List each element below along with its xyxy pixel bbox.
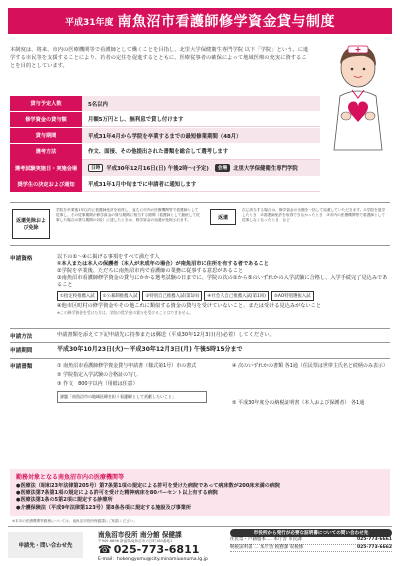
qualification-lead: 以下の①～④に掲げる事項をすべて満たす人	[57, 254, 160, 260]
office-name: 南魚沼市役所 南分館 保健課	[98, 531, 182, 539]
key-label: 選考方法	[10, 144, 82, 159]
key-value: 月額5万円とし、無利息で貸し付けます	[82, 112, 320, 127]
exam-tag: ⑤AO特別選抜入試	[271, 291, 314, 301]
exam-tag: ③特別自己推薦入試(第1回)	[142, 291, 202, 301]
contact-info	[98, 529, 208, 562]
phone-number: 025-773-6811	[113, 543, 200, 556]
document-item: ① 南魚沼市看護師修学資金貸与申請書（様式第1号）市の書式	[57, 363, 197, 369]
exam-tag: ①指定校推薦入試	[57, 291, 98, 301]
method-label: 申請方法	[10, 334, 33, 340]
divider	[10, 342, 390, 343]
exam-date: 平成30年12月16日(日) 午後2時～(予定)	[106, 166, 209, 173]
period-text: 平成30年10月23日(火)～平成30年12月3日(月) 午後5時15分まで	[57, 346, 243, 353]
qualification-note: ※この修学資金を受けた方は、学院の奨学金の貸与を受けることはできません。	[57, 310, 194, 315]
document-item: ② 学院指定入学試験の合格証の写し	[57, 372, 139, 378]
work-item: ●医療法（昭和23年法律第205号）第7条第1項の規定による許可を受けた病院であって病床数が200床未満の病院	[16, 483, 280, 489]
qualification-item: ③南魚沼市看護師修学資金の貸与にかかる選考試験の日までに、学院の次の①から⑤のいずれかの入学試験に合格し、入学手続完了見込みであること	[57, 275, 388, 288]
key-label: 修学資金の貸与額	[10, 112, 82, 127]
key-row-capacity	[10, 96, 320, 111]
exempt-text: 学院を卒業後1年以内に看護師免許を取得し、直ちに市内の医療機関等で看護師として従事し、その従事期間が修学資金の貸与期間に相当する期間（看護師として継続して従事した場合は貸与期間の2倍）に達したときは、修学資金の返還が免除されます。	[56, 208, 200, 223]
intro-text: 本制度は、将来、市内の医療機関等で看護師として働くことを目指し、北里大学保健衛生専門学院 以下「学院」という。に進学する市民等を支援することにより、若者の定住を促進するとともに、医療従事者の確保によって地域医療の充実に資することを目的としています。	[10, 47, 309, 70]
repay-text: 次に該当する場合は、修学資金の全額を一括して返還していただきます。①学院を退学したとき ②看護師免許を取得できなかったとき ③市内の医療機関等で看護師として従事しなくなったとき など	[242, 208, 386, 223]
nurse-illustration	[318, 40, 392, 160]
exempt-label: 返還免除および免除	[12, 209, 50, 239]
key-row-exam	[10, 160, 320, 175]
fiscal-year: 平成31年度	[64, 17, 114, 28]
key-label: 選考試験実施日・実施会場	[10, 160, 82, 175]
certificate-title: 市役所から発行が必要な証明書についての問い合わせ先	[230, 529, 392, 537]
office-address: 〒949-6696 新潟県南魚沼市六日町180番地1	[98, 539, 173, 543]
exam-tag: ②公募制推薦入試	[100, 291, 141, 301]
documents-label: 申請書類	[10, 364, 33, 370]
work-footnote: ※本市の医療機関等勤務については、南魚沼市役所保健課にご相談ください。	[12, 519, 138, 523]
key-value: 平成31年1月中旬までに申請者に通知します	[82, 176, 320, 191]
office-email: E-mail：hokengyomu@city.minamiuonuma.lg.jp	[98, 557, 208, 562]
certificate-row	[230, 545, 392, 553]
work-item: ●介護保険法（平成9年法律第123号）第8条各項に規定する施設及び事業所	[16, 504, 191, 511]
certificate-contacts	[230, 529, 392, 552]
qualification-item: ①本人または本人の保護者（本人が未成年の場合）が南魚沼市に住所を有する者であること	[57, 261, 269, 267]
date-tag: 日時	[88, 164, 103, 172]
key-value	[82, 160, 320, 175]
key-value: 平成31年4月から学院を卒業するまでの最短修業期間（48月）	[82, 128, 320, 143]
divider	[10, 328, 390, 329]
key-row-period	[10, 128, 320, 143]
divider	[10, 358, 390, 359]
documents-left	[57, 362, 227, 403]
qualification-label: 申請資格	[10, 256, 33, 262]
documents-right	[232, 362, 390, 408]
document-item: ③ 作文 800字以内（用紙は任意）	[57, 381, 138, 387]
repay-label: 返還	[210, 209, 236, 225]
key-label: 奨学生の決定および通知	[10, 176, 82, 191]
work-item: ●医療法第1条の5第2項に規定する診療所	[16, 497, 113, 504]
period-label: 申請期間	[10, 348, 33, 354]
key-row-selection	[10, 144, 320, 159]
page-title: 南魚沼市看護師修学資金貸与制度	[117, 14, 336, 30]
key-label: 貸与予定人数	[10, 96, 82, 111]
qualification-item: ②学院を卒業後、ただちに南魚沼市内で看護師の業務に従事する意思があること	[57, 268, 244, 274]
exam-venue: 北里大学保健衛生専門学院	[233, 166, 298, 173]
work-institutions-box	[10, 469, 390, 516]
spacer	[232, 371, 390, 399]
method-text: 申請書類を添えて下記申請先に持参または郵送（平成30年12月3日(月)必着）してください。	[57, 332, 275, 338]
certificate-row	[230, 537, 392, 545]
certificate-name: 住民票・戸籍謄本 … 本庁舎 市民課	[230, 537, 302, 542]
office-phone	[98, 544, 208, 556]
certificate-name: 納税証明書 … 本庁舎 税務課 収税係	[230, 544, 304, 550]
document-item: ⑤ 平成30年度分の納税証明書（本人および保護者） 各1通	[232, 400, 365, 406]
work-item: ●医療法第7条第1項の規定による許可を受けた精神病床を80パーセント以上有する病院	[16, 490, 218, 497]
key-value: 作文、面接、その他提出された書類を総合して選考します	[82, 144, 320, 159]
phone-icon: ☎	[98, 543, 112, 556]
venue-tag: 会場	[215, 164, 230, 172]
contact-label: 申請先・問い合わせ先	[8, 532, 83, 558]
qualification-body	[57, 254, 390, 315]
key-row-amount	[10, 112, 320, 127]
contact-section	[8, 526, 392, 562]
certificate-tel: 025-773-6662	[356, 544, 392, 550]
title-banner	[8, 8, 392, 34]
certificate-tel: 025-773-6661	[356, 537, 392, 542]
key-label: 貸与期間	[10, 128, 82, 143]
qualification-item: ④他市区町村の修学資金やその他これに類似する資金の貸与を受けていないこと、または受ける見込みがないこと	[57, 303, 322, 309]
essay-note: 課題「南魚沼市の地域医療を担う看護師として貢献したいこと」	[57, 391, 207, 403]
key-info-table	[10, 96, 320, 193]
document-item: ④ 次のいずれかの書類 各1通（住民票は世帯主氏名と続柄のみ表示）	[232, 363, 388, 369]
repayment-section	[10, 202, 390, 246]
exam-tag: ④社会人自己推薦入試(第1回)	[204, 291, 268, 301]
key-value: 5名以内	[82, 96, 320, 111]
entrance-exam-tags	[57, 291, 390, 301]
work-title: 勤務対象となる南魚沼市内の医療機関等	[16, 474, 125, 481]
key-row-notice	[10, 176, 320, 191]
